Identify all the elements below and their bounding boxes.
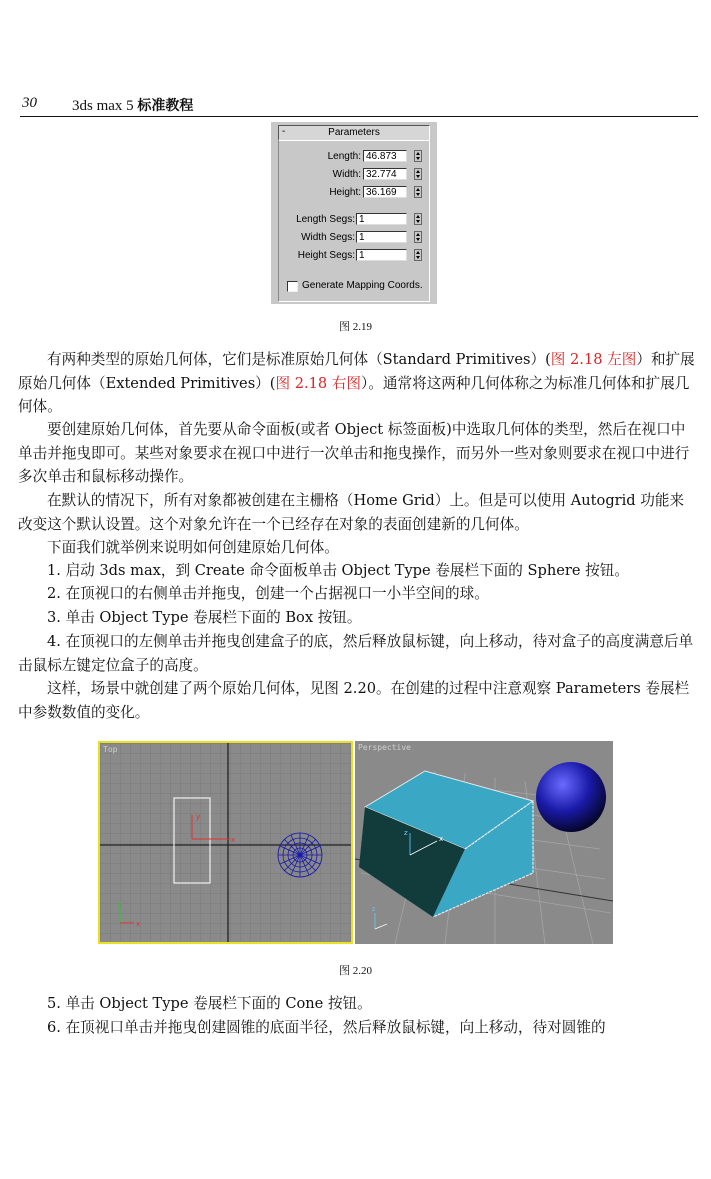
parameters-panel — [271, 122, 437, 304]
length-segs-label: Length Segs: — [296, 214, 355, 225]
width-spinner[interactable] — [414, 168, 422, 180]
width-row — [271, 168, 361, 182]
top-viewport[interactable] — [98, 741, 353, 944]
step-5: 5. 单击 Object Type 卷展栏下面的 Cone 按钮。 — [47, 995, 372, 1012]
length-segs-spinner[interactable] — [414, 213, 422, 225]
persp-axis-x: x — [439, 835, 444, 843]
page-number: 30 — [22, 95, 37, 111]
length-segs-row — [271, 213, 355, 227]
corner-axis-x: x — [136, 920, 141, 928]
height-spinner[interactable] — [414, 186, 422, 198]
length-row — [271, 150, 361, 164]
height-segs-field[interactable]: 1 — [356, 249, 407, 261]
step-6: 6. 在顶视口单击并拖曳创建圆锥的底面半径，然后释放鼠标键，向上移动，待对圆锥的 — [47, 1019, 606, 1036]
top-axis-x: x — [231, 836, 236, 844]
height-field[interactable]: 36.169 — [363, 186, 407, 198]
sphere-object[interactable] — [536, 762, 606, 832]
width-segs-field[interactable]: 1 — [356, 231, 407, 243]
step-1: 1. 启动 3ds max，到 Create 命令面板单击 Object Type 卷展栏下面的 Sphere 按钮。 — [47, 562, 629, 579]
top-axis-y: y — [196, 813, 201, 821]
height-label: Height: — [329, 187, 361, 198]
mapping-coords-label: Generate Mapping Coords. — [302, 280, 423, 291]
height-row — [271, 186, 361, 200]
persp-axis-z: z — [404, 829, 408, 837]
collapse-icon[interactable]: - — [282, 126, 286, 137]
step-3: 3. 单击 Object Type 卷展栏下面的 Box 按钮。 — [47, 609, 362, 626]
book-subtitle: 标准教程 — [137, 98, 194, 114]
width-segs-label: Width Segs: — [301, 232, 355, 243]
width-segs-spinner[interactable] — [414, 231, 422, 243]
corner-axis-y: y — [117, 901, 122, 909]
perspective-viewport-canvas — [355, 741, 613, 944]
height-segs-row — [271, 249, 355, 263]
box-object[interactable] — [359, 771, 533, 917]
width-label: Width: — [332, 169, 361, 180]
book-title — [72, 95, 193, 115]
length-label: Length: — [327, 151, 361, 162]
width-segs-row — [271, 231, 355, 245]
step-4: 4. 在顶视口的左侧单击并拖曳创建盒子的底，然后释放鼠标键，向上移动，待对盒子的高度满意后单击鼠标左键定位盒子的高度。 — [18, 633, 694, 674]
text-run: ）和扩展原始几何体（Extended Primitives）( — [18, 351, 695, 392]
length-field[interactable]: 46.873 — [363, 150, 407, 162]
paragraph-example-intro: 下面我们就举例来说明如何创建原始几何体。 — [47, 539, 339, 556]
paragraph-create-primitives: 要创建原始几何体，首先要从命令面板(或者 Object 标签面板)中选取几何体的类型，然后在视口中单击并拖曳即可。某些对象要求在视口中进行一次单击和拖曳操作，而另外一些对象则要求在视口中进行多次单击和鼠标移动操作。 — [18, 421, 690, 485]
paragraph-result: 这样，场景中就创建了两个原始几何体，见图 2.20。在创建的过程中注意观察 Parameters 卷展栏中参数数值的变化。 — [18, 680, 690, 721]
header-rule — [20, 116, 698, 117]
perspective-viewport-label[interactable]: Perspective — [358, 743, 411, 752]
perspective-viewport[interactable] — [355, 741, 613, 944]
step-2: 2. 在顶视口的右侧单击并拖曳，创建一个占据视口一小半空间的球。 — [47, 585, 489, 602]
sphere-wireframe[interactable] — [278, 833, 322, 877]
top-viewport-label[interactable]: Top — [103, 745, 118, 754]
text-run: ）。通常将这两种几何体称之为标准几何体和扩展几何体。 — [18, 374, 690, 415]
paragraph-primitive-types — [18, 348, 696, 419]
length-spinner[interactable] — [414, 150, 422, 162]
book-name: 3ds max 5 — [72, 98, 134, 114]
mapping-coords-checkbox[interactable] — [287, 281, 298, 292]
top-viewport-canvas — [100, 743, 351, 942]
figure-ref-right[interactable]: 图 2.18 右图 — [275, 374, 362, 392]
figure-caption-2-20: 图 2.20 — [339, 965, 372, 977]
text-run: 有两种类型的原始几何体，它们是标准原始几何体（Standard Primitives）( — [47, 351, 551, 368]
persp-corner-axis-z: z — [372, 906, 376, 913]
length-segs-field[interactable]: 1 — [356, 213, 407, 225]
height-segs-spinner[interactable] — [414, 249, 422, 261]
height-segs-label: Height Segs: — [297, 250, 355, 261]
rollout-title: Parameters — [328, 127, 380, 138]
figure-caption-2-19: 图 2.19 — [339, 321, 372, 333]
width-field[interactable]: 32.774 — [363, 168, 407, 180]
paragraph-home-grid: 在默认的情况下，所有对象都被创建在主栅格（Home Grid）上。但是可以使用 Autogrid 功能来改变这个默认设置。这个对象允许在一个已经存在对象的表面创建新的几何体。 — [18, 492, 685, 533]
figure-ref-left[interactable]: 图 2.18 左图 — [550, 351, 637, 368]
